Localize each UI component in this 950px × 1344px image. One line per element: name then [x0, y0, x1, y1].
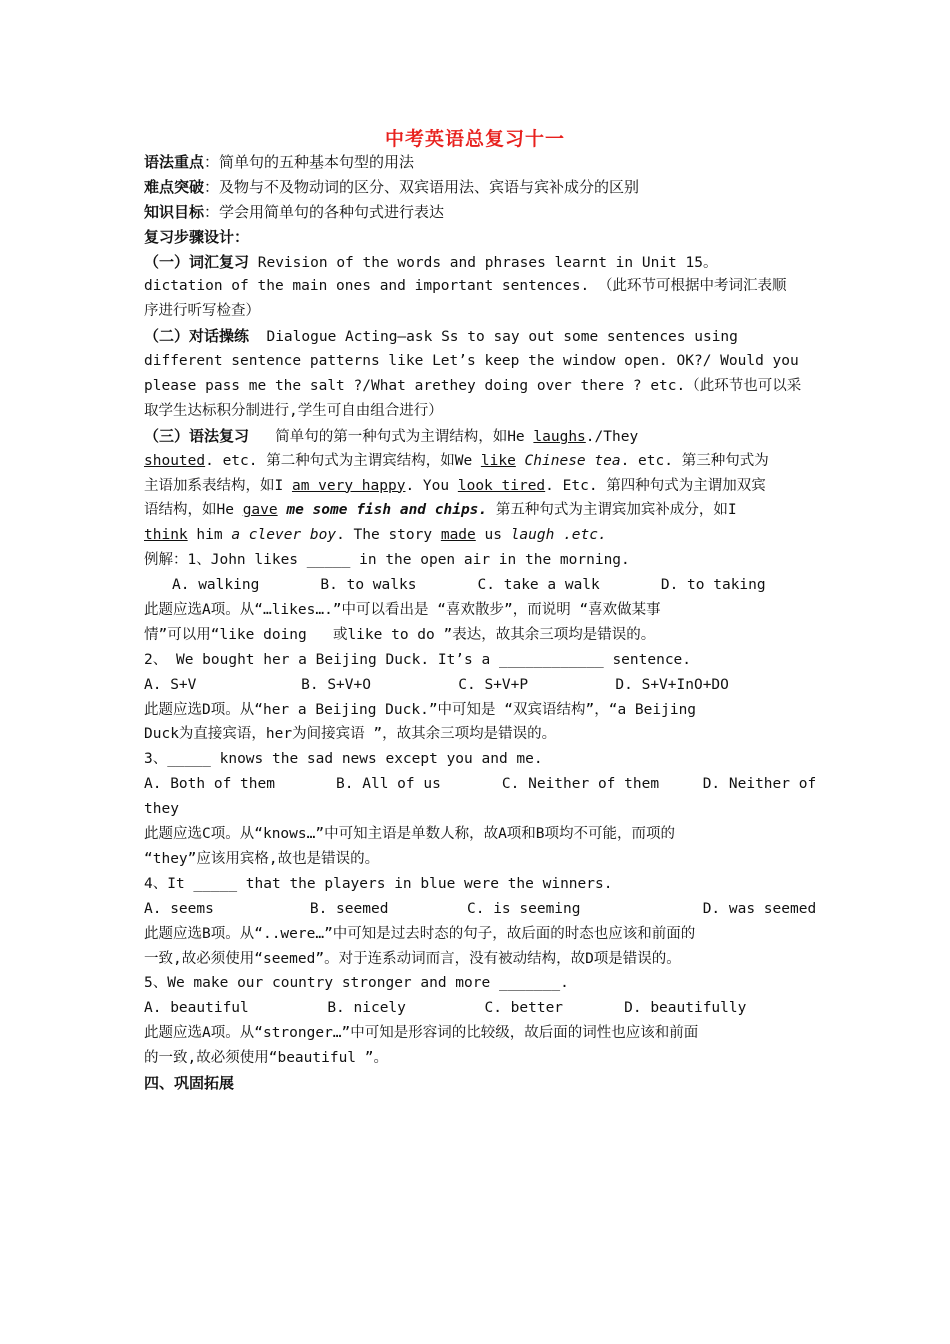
- question-4-explanation-1: 此题应选B项。从“..were…”中可知是过去时态的句子，故后面的时态也应该和前面的: [144, 925, 696, 942]
- question-3-options: A. Both of them B. All of us C. Neither of them D. Neither of: [144, 776, 817, 793]
- steps-label: 复习步骤设计：: [144, 227, 250, 246]
- question-3-explanation-1: 此题应选C项。从“knows…”中可知主语是单数人称，故A项和B项均不可能，而项的: [144, 826, 676, 843]
- grammar-review-text: . The story: [336, 527, 441, 544]
- question-3-options-continued: they: [144, 801, 179, 818]
- grammar-focus-label: 语法重点: [144, 153, 205, 171]
- dialogue-line-4: 取学生达标积分制进行,学生可自由组合进行）: [144, 402, 443, 419]
- difficulty-text: ：及物与不及物动词的区分、双宾语用法、宾语与宾补成分的区别: [204, 177, 640, 196]
- question-5-options: A. beautiful B. nicely C. better D. beautifully: [144, 1000, 747, 1017]
- grammar-review-line-4: [144, 498, 808, 523]
- grammar-review-line-5: [144, 523, 808, 548]
- dialogue-line-3: please pass me the salt ?/What arethey doing over there ? etc.（此环节也可以采: [144, 378, 802, 395]
- document-title: 中考英语总复习十一: [384, 128, 565, 150]
- question-3-explanation-2: “they”应该用宾格,故也是错误的。: [144, 850, 380, 867]
- goal-text: ：学会用简单句的各种句式进行表达: [204, 202, 445, 221]
- grammar-review-label: （三）语法复习: [144, 426, 250, 445]
- example-am-very-happy: am very happy: [291, 477, 406, 494]
- question-5: 5、We make our country stronger and more _______.: [144, 975, 569, 992]
- vocab-line-2: dictation of the main ones and important sentences. （此环节可根据中考词汇表顺: [144, 278, 787, 295]
- grammar-review-text: . You: [405, 477, 458, 494]
- section-4-heading: [144, 1071, 808, 1096]
- example-laugh: laugh .etc.: [510, 527, 607, 544]
- document-body: [144, 150, 817, 1096]
- example-think: think: [144, 527, 188, 544]
- question-5-explanation-1: 此题应选A项。从“stronger…”中可知是形容词的比较级，故后面的词性也应该和前面: [144, 1025, 699, 1042]
- grammar-review-text: . etc. 第三种句式为: [620, 452, 769, 469]
- grammar-review-line-2: [144, 449, 808, 474]
- example-made: made: [440, 527, 476, 544]
- vocab-line-1: [144, 250, 808, 275]
- vocab-text-1: Revision of the words and phrases learnt in Unit 15。: [249, 254, 718, 271]
- grammar-review-text: . etc. 第二种句式为主谓宾结构，如We: [205, 452, 481, 469]
- question-2: 2、 We bought her a Beijing Duck. It’s a ____________ sentence.: [144, 651, 692, 668]
- grammar-review-text: us: [475, 527, 511, 544]
- question-5-explanation-2: 的一致,故必须使用“beautiful ”。: [144, 1050, 388, 1067]
- dialogue-line-1: [144, 324, 808, 349]
- question-4-explanation-2: 一致,故必须使用“seemed”。对于连系动词而言，没有被动结构，故D项是错误的。: [144, 950, 681, 967]
- question-4-options: A. seems B. seemed C. is seeming D. was seemed: [144, 900, 817, 917]
- grammar-review-text: him: [187, 527, 232, 544]
- question-2-options: A. S+V B. S+V+O C. S+V+P D. S+V+InO+DO: [144, 676, 729, 693]
- question-2-explanation-2: Duck为直接宾语，her为间接宾语 ”，故其余三项均是错误的。: [144, 726, 557, 743]
- grammar-review-text: 语结构，如He: [144, 502, 243, 519]
- example-gave: gave: [242, 502, 278, 519]
- example-clever-boy: a clever boy: [231, 527, 337, 544]
- example-chinese-tea: Chinese tea: [515, 452, 621, 469]
- difficulty-label: 难点突破: [144, 177, 205, 196]
- example-look-tired: look tired: [457, 477, 546, 494]
- question-1: 例解：1、John likes _____ in the open air in the morning.: [144, 552, 630, 569]
- example-fish-and-chips: me some fish and chips.: [277, 502, 488, 519]
- grammar-focus-text: ：简单句的五种基本句型的用法: [204, 153, 415, 171]
- goal-line: [144, 200, 808, 225]
- difficulty-line: [144, 175, 808, 200]
- vocab-label: （一）词汇复习: [144, 252, 250, 271]
- dialogue-line-2: different sentence patterns like Let’s keep the window open. OK?/ Would you: [144, 353, 799, 370]
- grammar-review-text: 第五种句式为主谓宾加宾补成分，如I: [487, 502, 737, 519]
- section-4-label: 四、巩固拓展: [144, 1073, 235, 1092]
- grammar-focus-line: [144, 150, 808, 175]
- dialogue-text-1: Dialogue Acting—ask Ss to say out some sentences using: [249, 329, 738, 346]
- vocab-line-3: 序进行听写检查）: [144, 303, 260, 320]
- example-laughs: laughs: [533, 428, 586, 445]
- question-2-explanation-1: 此题应选D项。从“her a Beijing Duck.”中可知是 “双宾语结构”，“a Beijing: [144, 701, 697, 718]
- question-1-options: A. walking B. to walks C. take a walk D. to taking: [172, 577, 766, 594]
- example-like: like: [480, 452, 516, 469]
- goal-label: 知识目标: [144, 202, 205, 221]
- grammar-review-line-3: [144, 474, 808, 499]
- grammar-review-text: 主语加系表结构，如I: [144, 477, 292, 494]
- dialogue-label: （二）对话操练: [144, 327, 250, 346]
- grammar-review-text: . Etc. 第四种句式为主谓加双宾: [545, 477, 766, 494]
- question-1-explanation-1: 此题应选A项。从“…likes….”中可以看出是 “喜欢散步”，而说明 “喜欢做某事: [144, 602, 661, 619]
- grammar-review-text: ./They: [585, 428, 639, 445]
- grammar-review-text: 简单句的第一种句式为主谓结构，如He: [249, 428, 534, 445]
- grammar-review-line-1: [144, 424, 808, 449]
- question-1-explanation-2: 情”可以用“like doing 或like to do ”表达，故其余三项均是错误的。: [144, 626, 656, 643]
- steps-heading: [144, 225, 808, 250]
- question-3: 3、_____ knows the sad news except you and me.: [144, 751, 543, 768]
- example-shouted: shouted: [144, 452, 206, 469]
- question-4: 4、It _____ that the players in blue were the winners.: [144, 875, 613, 892]
